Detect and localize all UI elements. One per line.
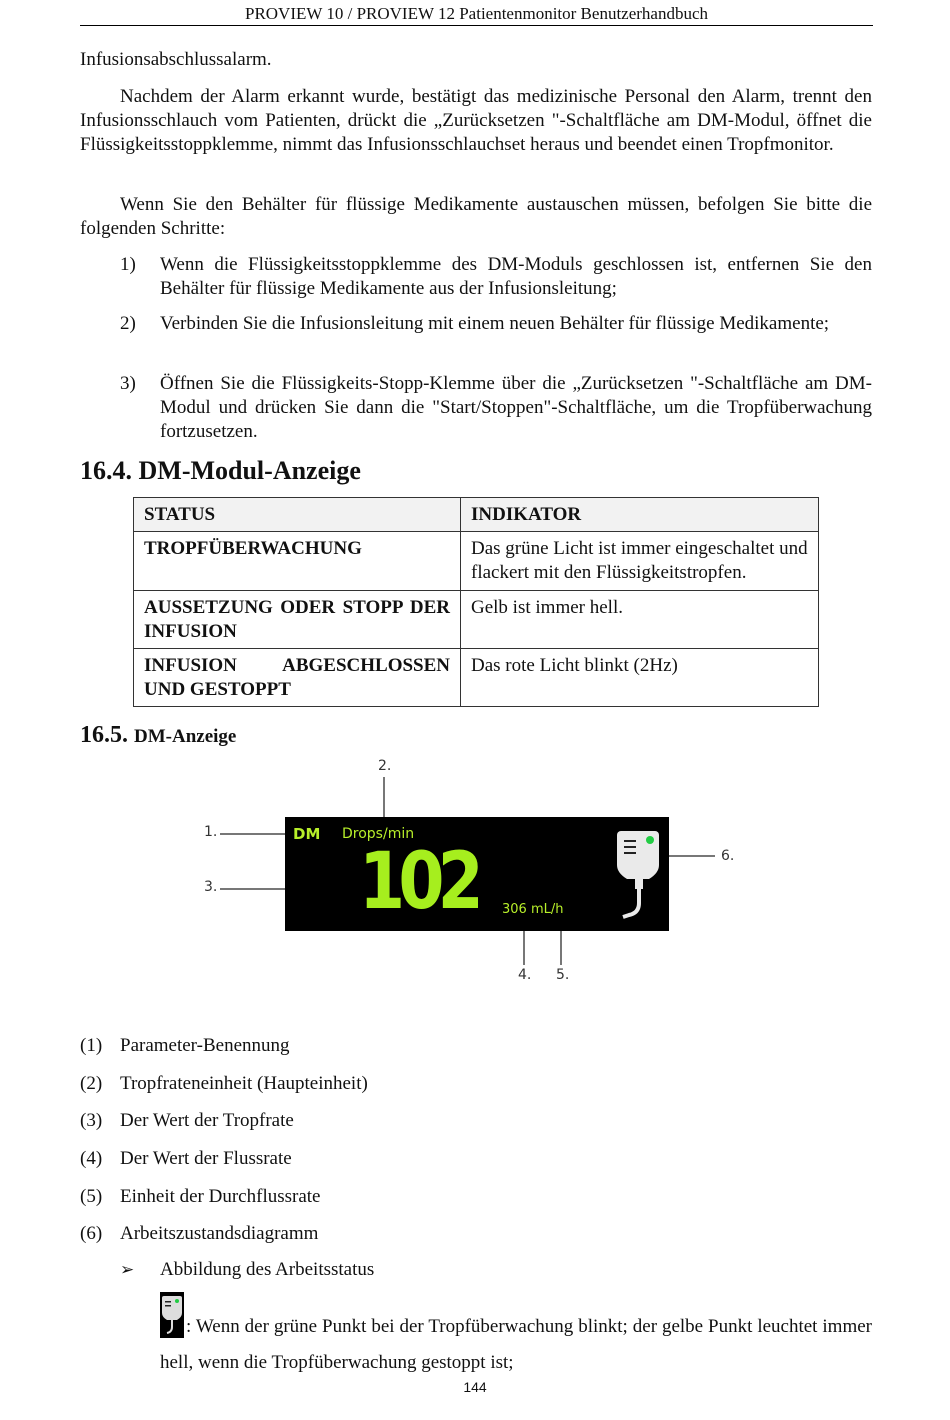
legend-text: Parameter-Benennung: [120, 1035, 290, 1056]
legend-number: (5): [80, 1186, 103, 1207]
table-cell-indicator: Das rote Licht blinkt (2Hz): [461, 649, 819, 707]
table-header-row: [134, 498, 819, 532]
section-number: 16.5.: [80, 722, 128, 748]
callout-4: 4.: [518, 967, 532, 983]
callout-2: 2.: [378, 758, 392, 774]
step-number: 3): [120, 373, 136, 394]
status-icon-text: : Wenn der grüne Punkt bei der Tropfüberwachung blinkt; der gelbe Punkt leuchtet immer hell, wenn die Tropfüberwachung gestoppt ist;: [160, 1316, 872, 1373]
parameter-label: DM: [293, 825, 321, 843]
legend-number: (3): [80, 1110, 103, 1131]
drop-rate-value: 102: [359, 837, 478, 927]
table-row: [134, 532, 819, 591]
leader-line-5: [560, 931, 562, 965]
dm-screen: [285, 817, 669, 931]
leader-line-1: [220, 833, 292, 835]
callout-6: 6.: [721, 848, 735, 864]
status-icon-paragraph: [160, 1292, 872, 1381]
flow-rate-unit: mL/h: [530, 902, 564, 917]
iv-bag-status-icon: [160, 1292, 184, 1338]
callout-3: 3.: [204, 879, 218, 895]
table-header-status: STATUS: [134, 498, 461, 532]
page-number: 144: [463, 1379, 487, 1395]
step-number: 1): [120, 254, 136, 275]
leader-line-4: [523, 931, 525, 965]
table-row: [134, 649, 819, 707]
legend-number: (2): [80, 1073, 103, 1094]
section-heading-dm-display: [80, 720, 236, 752]
drop-rate-unit: Drops/min: [342, 826, 415, 842]
legend-number: (4): [80, 1148, 103, 1169]
legend-text: Einheit der Durchflussrate: [120, 1186, 321, 1207]
table-cell-status: INFUSION ABGESCHLOSSEN UND GESTOPPT: [134, 649, 461, 707]
dm-display-figure: [195, 755, 755, 995]
header-rule: [80, 25, 873, 26]
table-header-indicator: INDIKATOR: [461, 498, 819, 532]
status-indicator-table: [133, 497, 819, 707]
section-heading-dm-module-display: 16.4. DM-Modul-Anzeige: [80, 456, 361, 485]
legend-number: (1): [80, 1035, 103, 1056]
paragraph-reset: Nachdem der Alarm erkannt wurde, bestätigt das medizinische Personal den Alarm, trennt den Infusionsschlauch vom Patienten, drückt die „Zurücksetzen "-Schaltfläche am DM-Modul, öffnet die Flüssigkeitsstoppklemme, nimmt das Infusionsschlauchset heraus und beendet einen Tropfmonitor.: [80, 86, 872, 155]
callout-1: 1.: [204, 824, 218, 840]
table-row: [134, 591, 819, 649]
flow-rate-value: 306: [502, 902, 527, 917]
step-number: 2): [120, 313, 136, 334]
callout-5: 5.: [556, 967, 570, 983]
flow-rate-readout: [502, 902, 564, 917]
step-text: Wenn die Flüssigkeitsstoppklemme des DM-Moduls geschlossen ist, entfernen Sie den Behälter für flüssige Medikamente aus der Infusionsleitung;: [160, 254, 872, 299]
legend-text: Arbeitszustandsdiagramm: [120, 1223, 319, 1244]
bullet-text: Abbildung des Arbeitsstatus: [160, 1259, 375, 1280]
page-header: PROVIEW 10 / PROVIEW 12 Patientenmonitor Benutzerhandbuch: [244, 4, 709, 23]
legend-text: Der Wert der Tropfrate: [120, 1110, 294, 1131]
step-text: Verbinden Sie die Infusionsleitung mit einem neuen Behälter für flüssige Medikamente;: [160, 313, 830, 334]
section-title: DM-Anzeige: [134, 726, 237, 747]
legend-text: Tropfrateneinheit (Haupteinheit): [120, 1073, 368, 1094]
legend-number: (6): [80, 1223, 103, 1244]
table-cell-status: TROPFÜBERWACHUNG: [134, 532, 461, 591]
table-cell-status: AUSSETZUNG ODER STOPP DER INFUSION: [134, 591, 461, 649]
paragraph-replace-container: Wenn Sie den Behälter für flüssige Medikamente austauschen müssen, befolgen Sie bitte die folgenden Schritte:: [80, 194, 872, 239]
table-cell-indicator: Das grüne Licht ist immer eingeschaltet und flackert mit den Flüssigkeitstropfen.: [461, 532, 819, 591]
legend-text: Der Wert der Flussrate: [120, 1148, 292, 1169]
step-text: Öffnen Sie die Flüssigkeits-Stopp-Klemme über die „Zurücksetzen "-Schaltfläche am DM-Modul und drücken Sie dann die "Start/Stoppen"-Schaltfläche, um die Tropfüberwachung fortzusetzen.: [160, 373, 872, 442]
arrow-bullet-icon: ➢: [120, 1260, 135, 1280]
iv-bag-icon: [615, 827, 665, 927]
table-cell-indicator: Gelb ist immer hell.: [461, 591, 819, 649]
paragraph-alarm: Infusionsabschlussalarm.: [80, 49, 272, 70]
